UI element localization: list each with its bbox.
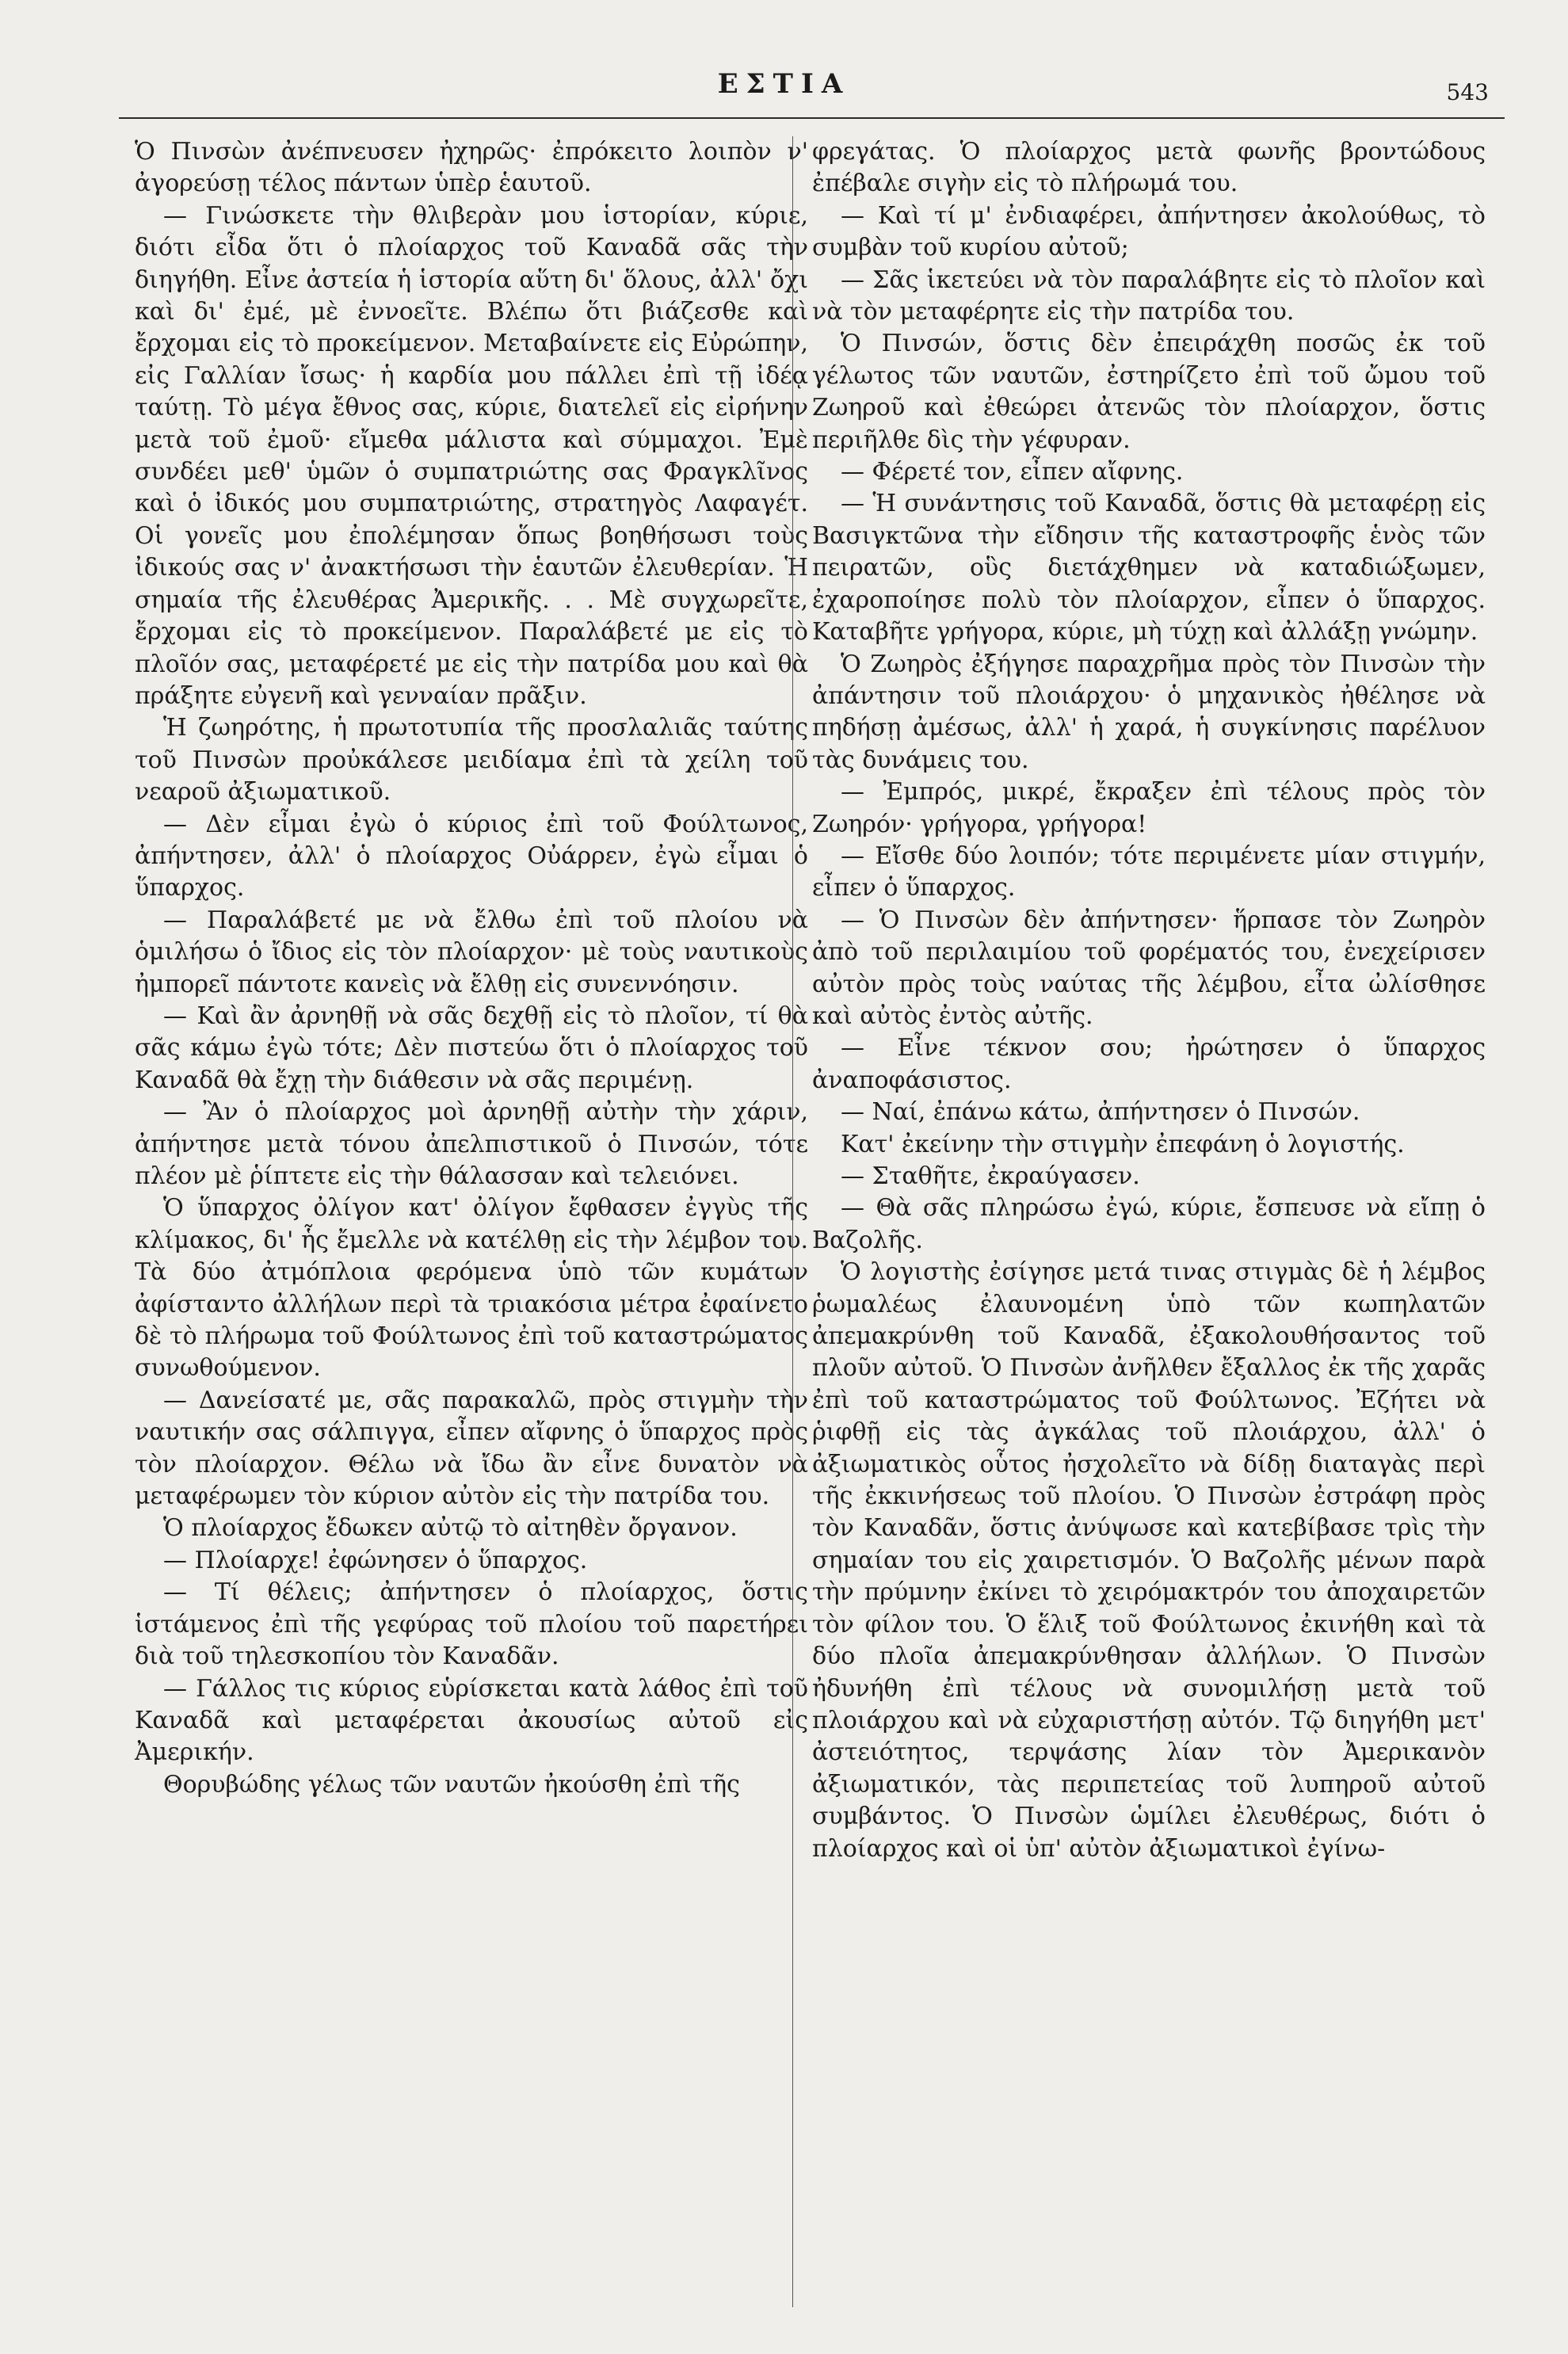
paragraph: — Γινώσκετε τὴν θλιβερὰν μου ἱστορίαν, κύριε, διότι εἶδα ὅτι ὁ πλοίαρχος τοῦ Καναδᾶ σᾶς τὴν διηγήθη. Εἶνε ἀστεία ἡ ἱστορία αὕτη δι' ὅλους, ἀλλ' ὄχι καὶ δι' ἐμέ, μὲ ἐννοεῖτε. Βλέπω ὅτι βιάζεσθε καὶ ἔρχομαι εἰς τὸ προκείμενον. Μεταβαίνετε εἰς Εὐρώπην, εἰς Γαλλίαν ἴσως· ἡ καρδία μου πάλλει ἐπὶ τῇ ἰδέᾳ ταύτῃ. Τὸ μέγα ἔθνος σας, κύριε, διατελεῖ εἰς εἰρήνην μετὰ τοῦ ἐμοῦ· εἴμεθα μάλιστα καὶ σύμμαχοι. Ἐμὲ συνδέει μεθ' ὑμῶν ὁ συμπατριώτης σας Φραγκλῖνος καὶ ὁ ἰδικός μου συμπατριώτης, στρατηγὸς Λαφαγέτ. Οἱ γονεῖς μου ἐπολέμησαν ὅπως βοηθήσωσι τοὺς ἰδικούς σας ν' ἀνακτήσωσι τὴν ἑαυτῶν ἐλευθερίαν. Ἡ σημαία τῆς ἐλευθέρας Ἀμερικῆς. . . Μὲ συγχωρεῖτε, ἔρχομαι εἰς τὸ προκείμενον. Παραλάβετέ με εἰς τὸ πλοῖόν σας, μεταφέρετέ με εἰς τὴν πατρίδα μου καὶ θὰ πράξητε εὐγενῆ καὶ γενναίαν πρᾶξιν.: [135, 201, 808, 710]
paragraph: Ὁ λογιστὴς ἐσίγησε μετά τινας στιγμὰς δὲ ἡ λέμβος ῥωμαλέως ἐλαυνομένη ὑπὸ τῶν κωπηλατῶν ἀπεμακρύνθη τοῦ Καναδᾶ, ἐξακολουθήσαντος τοῦ πλοῦν αὐτοῦ. Ὁ Πινσὼν ἀνῆλθεν ἔξαλλος ἐκ τῆς χαρᾶς ἐπὶ τοῦ καταστρώματος τοῦ Φούλτωνος. Ἐζήτει νὰ ῥιφθῇ εἰς τὰς ἀγκάλας τοῦ πλοιάρχου, ἀλλ' ὁ ἀξιωματικὸς οὗτος ἠσχολεῖτο νὰ δίδῃ διαταγὰς περὶ τῆς ἐκκινήσεως τοῦ πλοίου. Ὁ Πινσὼν ἐστράφη πρὸς τὸν Καναδᾶν, ὅστις ἀνύψωσε καὶ κατεβίβασε τρὶς τὴν σημαίαν του εἰς χαιρετισμόν. Ὁ Βαζολῆς μένων παρὰ τὴν πρύμνην ἐκίνει τὸ χειρόμακτρόν του ἀποχαιρετῶν τὸν φίλον του. Ὁ ἕλιξ τοῦ Φούλτωνος ἐκινήθη καὶ τὰ δύο πλοῖα ἀπεμακρύνθησαν ἀλλήλων. Ὁ Πινσὼν ἠδυνήθη ἐπὶ τέλους νὰ συνομιλήσῃ μετὰ τοῦ πλοιάρχου καὶ νὰ εὐχαριστήσῃ αὐτόν. Τῷ διηγήθη μετ' ἀστειότητος, τερψάσης λίαν τὸν Ἀμερικανὸν ἀξιωματικόν, τὰς περιπετείας τοῦ λυπηροῦ αὐτοῦ συμβάντος. Ὁ Πινσὼν ὡμίλει ἐλευθέρως, διότι ὁ πλοίαρχος καὶ οἱ ὑπ' αὐτὸν ἀξιωματικοὶ ἐγίνω-: [812, 1258, 1486, 1863]
paragraph: — Εἴσθε δύο λοιπόν; τότε περιμένετε μίαν στιγμήν, εἶπεν ὁ ὕπαρχος.: [812, 841, 1486, 902]
paragraph: — Σταθῆτε, ἐκραύγασεν.: [841, 1162, 1140, 1190]
paragraph: — Ναί, ἐπάνω κάτω, ἀπήντησεν ὁ Πινσών.: [841, 1098, 1360, 1127]
paragraph: — Σᾶς ἱκετεύει νὰ τὸν παραλάβητε εἰς τὸ πλοῖον καὶ νὰ τὸν μεταφέρητε εἰς τὴν πατρίδα του.: [812, 265, 1486, 326]
paragraph: — Εἶνε τέκνον σου; ἠρώτησεν ὁ ὕπαρχος ἀναποφάσιστος.: [812, 1034, 1486, 1094]
paragraph: — Ἡ συνάντησις τοῦ Καναδᾶ, ὅστις θὰ μεταφέρῃ εἰς Βασιγκτῶνα τὴν εἴδησιν τῆς καταστροφῆς ἑνὸς τῶν πειρατῶν, οὓς διετάχθημεν νὰ καταδιώξωμεν, ἐχαροποίησε πολὺ τὸν πλοίαρχον, εἶπεν ὁ ὕπαρχος. Καταβῆτε γρήγορα, κύριε, μὴ τύχῃ καὶ ἀλλάξῃ γνώμην.: [812, 490, 1486, 647]
paragraph: — Ὁ Πινσὼν δὲν ἀπήντησεν· ἥρπασε τὸν Ζωηρὸν ἀπὸ τοῦ περιλαιμίου τοῦ φορέματός του, ἐνεχείρισεν αὐτὸν πρὸς τοὺς ναύτας τῆς λέμβου, εἶτα ὠλίσθησε καὶ αὐτὸς ἐντὸς αὐτῆς.: [812, 906, 1486, 1030]
page-number: 543: [1446, 79, 1489, 105]
paragraph: Θορυβώδης γέλως τῶν ναυτῶν ἠκούσθη ἐπὶ τῆς: [163, 1770, 740, 1799]
paragraph: — Δὲν εἶμαι ἐγὼ ὁ κύριος ἐπὶ τοῦ Φούλτωνος, ἀπήντησεν, ἀλλ' ὁ πλοίαρχος Οὐάρρεν, ἐγὼ εἶμαι ὁ ὕπαρχος.: [135, 810, 808, 902]
paragraph: Ὁ Πινσών, ὅστις δὲν ἐπειράχθη ποσῶς ἐκ τοῦ γέλωτος τῶν ναυτῶν, ἐστηρίζετο ἐπὶ τοῦ ὤμου τοῦ Ζωηροῦ καὶ ἐθεώρει ἀτενῶς τὸν πλοίαρχον, ὅστις περιῆλθε δὶς τὴν γέφυραν.: [812, 330, 1486, 454]
header-rule: [119, 117, 1505, 119]
paragraph: Ἡ ζωηρότης, ἡ πρωτοτυπία τῆς προσλαλιᾶς ταύτης τοῦ Πινσὼν προὐκάλεσε μειδίαμα ἐπὶ τὰ χείλη τοῦ νεαροῦ ἀξιωματικοῦ.: [135, 714, 808, 807]
left-column: [135, 136, 808, 1801]
paragraph: — Ἐμπρός, μικρέ, ἔκραξεν ἐπὶ τέλους πρὸς τὸν Ζωηρόν· γρήγορα, γρήγορα!: [812, 778, 1486, 838]
paragraph: Ὁ Ζωηρὸς ἐξήγησε παραχρῆμα πρὸς τὸν Πινσὼν τὴν ἀπάντησιν τοῦ πλοιάρχου· ὁ μηχανικὸς ἠθέλησε νὰ πηδήσῃ ἀμέσως, ἀλλ' ἡ χαρά, ἡ συγκίνησις παρέλυον τὰς δυνάμεις του.: [812, 650, 1486, 774]
paragraph: — Ἂν ὁ πλοίαρχος μοὶ ἀρνηθῇ αὐτὴν τὴν χάριν, ἀπήντησε μετὰ τόνου ἀπελπιστικοῦ ὁ Πινσών, τότε πλέον μὲ ῥίπτετε εἰς τὴν θάλασσαν καὶ τελειόνει.: [135, 1098, 808, 1190]
paragraph: Ὁ ὕπαρχος ὀλίγον κατ' ὀλίγον ἔφθασεν ἐγγὺς τῆς κλίμακος, δι' ἧς ἔμελλε νὰ κατέλθῃ εἰς τὴν λέμβον του. Τὰ δύο ἀτμόπλοια φερόμενα ὑπὸ τῶν κυμάτων ἀφίσταντο ἀλλήλων περὶ τὰ τριακόσια μέτρα ἐφαίνετο δὲ τὸ πλήρωμα τοῦ Φούλτωνος ἐπὶ τοῦ καταστρώματος συνωθούμενον.: [135, 1194, 808, 1383]
paragraph: Κατ' ἐκείνην τὴν στιγμὴν ἐπεφάνη ὁ λογιστής.: [841, 1130, 1405, 1158]
paragraph: — Καὶ τί μ' ἐνδιαφέρει, ἀπήντησεν ἀκολούθως, τὸ συμβὰν τοῦ κυρίου αὐτοῦ;: [812, 201, 1486, 262]
paragraph: φρεγάτας. Ὁ πλοίαρχος μετὰ φωνῆς βροντώδους ἐπέβαλε σιγὴν εἰς τὸ πλήρωμά του.: [812, 138, 1486, 198]
journal-title: ΕΣΤΙΑ: [717, 68, 851, 100]
paragraph: — Τί θέλεις; ἀπήντησεν ὁ πλοίαρχος, ὅστις ἱστάμενος ἐπὶ τῆς γεφύρας τοῦ πλοίου τοῦ παρετήρει διὰ τοῦ τηλεσκοπίου τὸν Καναδᾶν.: [135, 1578, 808, 1671]
right-column: [812, 136, 1486, 1865]
paragraph: Ὁ Πινσὼν ἀνέπνευσεν ἠχηρῶς· ἐπρόκειτο λοιπὸν ν' ἀγορεύσῃ τέλος πάντων ὑπὲρ ἑαυτοῦ.: [135, 138, 808, 198]
paragraph: — Παραλάβετέ με νὰ ἔλθω ἐπὶ τοῦ πλοίου νὰ ὁμιλήσω ὁ ἴδιος εἰς τὸν πλοίαρχον· μὲ τοὺς ναυτικοὺς ἠμπορεῖ πάντοτε κανεὶς νὰ ἔλθῃ εἰς συνεννόησιν.: [135, 906, 808, 998]
paragraph: — Δανείσατέ με, σᾶς παρακαλῶ, πρὸς στιγμὴν τὴν ναυτικήν σας σάλπιγγα, εἶπεν αἴφνης ὁ ὕπαρχος πρὸς τὸν πλοίαρχον. Θέλω νὰ ἴδω ἂν εἶνε δυνατὸν νὰ μεταφέρωμεν τὸν κύριον αὐτὸν εἰς τὴν πατρίδα του.: [135, 1386, 808, 1511]
paragraph: — Πλοίαρχε! ἐφώνησεν ὁ ὕπαρχος.: [163, 1546, 588, 1574]
paragraph: — Καὶ ἂν ἀρνηθῇ νὰ σᾶς δεχθῇ εἰς τὸ πλοῖον, τί θὰ σᾶς κάμω ἐγὼ τότε; Δὲν πιστεύω ὅτι ὁ πλοίαρχος τοῦ Καναδᾶ θὰ ἔχῃ τὴν διάθεσιν νὰ σᾶς περιμένῃ.: [135, 1001, 808, 1094]
paragraph: Ὁ πλοίαρχος ἔδωκεν αὐτῷ τὸ αἰτηθὲν ὄργανον.: [163, 1514, 738, 1543]
column-divider: [792, 136, 793, 2307]
paragraph: — Θὰ σᾶς πληρώσω ἐγώ, κύριε, ἔσπευσε νὰ εἴπῃ ὁ Βαζολῆς.: [812, 1194, 1486, 1254]
paragraph: — Φέρετέ τον, εἶπεν αἴφνης.: [841, 458, 1184, 486]
paragraph: — Γάλλος τις κύριος εὑρίσκεται κατὰ λάθος ἐπὶ τοῦ Καναδᾶ καὶ μεταφέρεται ἀκουσίως αὐτοῦ εἰς Ἀμερικήν.: [135, 1674, 808, 1767]
